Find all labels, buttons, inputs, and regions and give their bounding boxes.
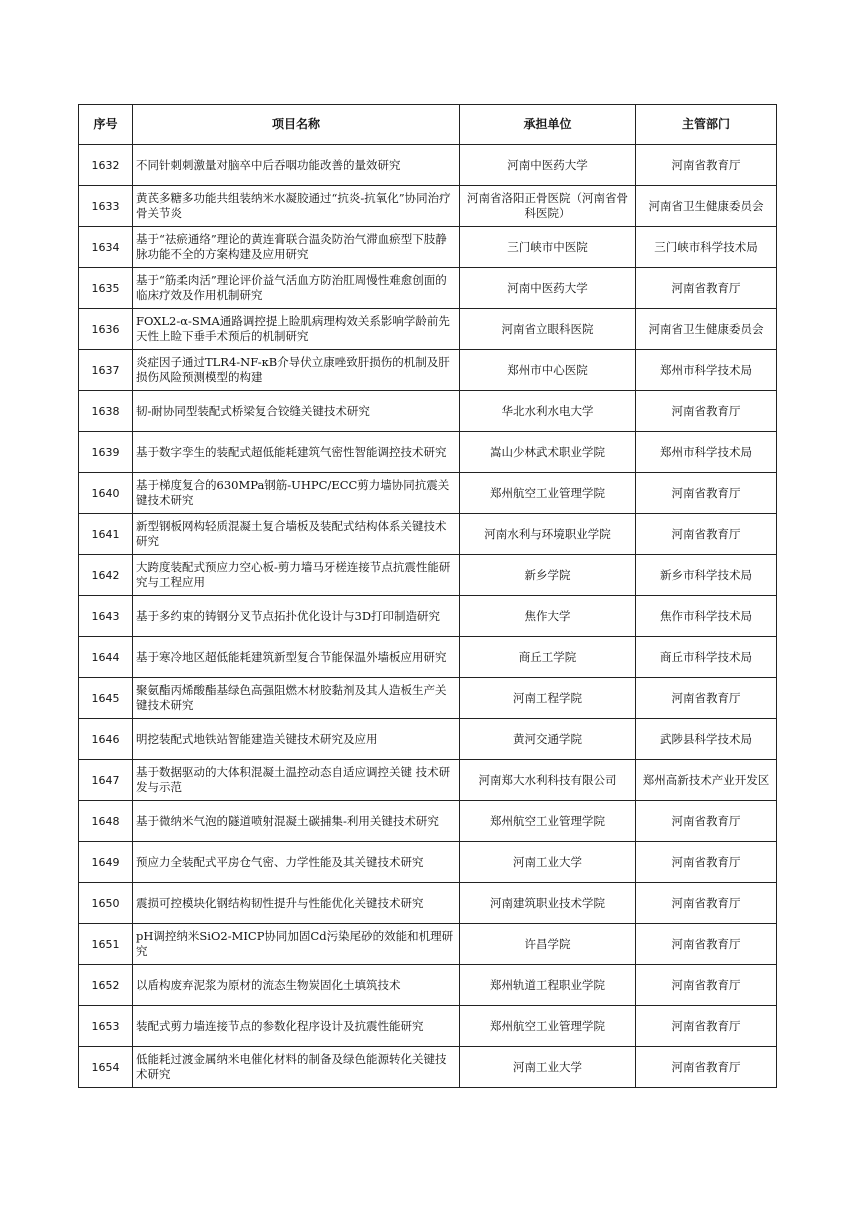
row-undertaking-unit: 商丘工学院 bbox=[460, 637, 636, 678]
row-undertaking-unit: 郑州航空工业管理学院 bbox=[460, 473, 636, 514]
table-row bbox=[79, 514, 777, 555]
project-table bbox=[78, 104, 777, 1088]
table-row bbox=[79, 473, 777, 514]
row-serial-number: 1632 bbox=[79, 145, 133, 186]
row-supervising-department: 河南省教育厅 bbox=[636, 268, 777, 309]
header-row bbox=[79, 105, 777, 145]
row-supervising-department: 郑州高新技术产业开发区 bbox=[636, 760, 777, 801]
row-undertaking-unit: 嵩山少林武术职业学院 bbox=[460, 432, 636, 473]
row-serial-number: 1633 bbox=[79, 186, 133, 227]
table-row bbox=[79, 1006, 777, 1047]
row-project-name: 震损可控模块化钢结构韧性提升与性能优化关键技术研究 bbox=[133, 883, 460, 924]
row-project-name: 基于数据驱动的大体积混凝土温控动态自适应调控关键 技术研发与示范 bbox=[133, 760, 460, 801]
table-row bbox=[79, 965, 777, 1006]
row-supervising-department: 河南省教育厅 bbox=[636, 1006, 777, 1047]
table-row bbox=[79, 186, 777, 227]
row-supervising-department: 河南省卫生健康委员会 bbox=[636, 186, 777, 227]
row-serial-number: 1651 bbox=[79, 924, 133, 965]
row-serial-number: 1646 bbox=[79, 719, 133, 760]
row-supervising-department: 河南省教育厅 bbox=[636, 145, 777, 186]
row-undertaking-unit: 郑州航空工业管理学院 bbox=[460, 1006, 636, 1047]
row-undertaking-unit: 河南建筑职业技术学院 bbox=[460, 883, 636, 924]
row-undertaking-unit: 河南中医药大学 bbox=[460, 268, 636, 309]
row-project-name: 基于数字孪生的装配式超低能耗建筑气密性智能调控技术研究 bbox=[133, 432, 460, 473]
row-project-name: 不同针刺刺激量对脑卒中后吞咽功能改善的量效研究 bbox=[133, 145, 460, 186]
row-supervising-department: 武陟县科学技术局 bbox=[636, 719, 777, 760]
table-row bbox=[79, 760, 777, 801]
project-list-sheet bbox=[78, 104, 776, 1088]
row-project-name: 大跨度装配式预应力空心板-剪力墙马牙槎连接节点抗震性能研究与工程应用 bbox=[133, 555, 460, 596]
row-project-name: 明挖装配式地铁站智能建造关键技术研究及应用 bbox=[133, 719, 460, 760]
row-project-name: 基于“祛瘀通络”理论的黄连膏联合温灸防治气滞血瘀型下肢静脉功能不全的方案构建及应用研究 bbox=[133, 227, 460, 268]
row-project-name: 炎症因子通过TLR4-NF-κB介导伏立康唑致肝损伤的机制及肝损伤风险预测模型的构建 bbox=[133, 350, 460, 391]
row-undertaking-unit: 华北水利水电大学 bbox=[460, 391, 636, 432]
row-serial-number: 1634 bbox=[79, 227, 133, 268]
row-serial-number: 1638 bbox=[79, 391, 133, 432]
row-supervising-department: 商丘市科学技术局 bbox=[636, 637, 777, 678]
row-project-name: 低能耗过渡金属纳米电催化材料的制备及绿色能源转化关键技术研究 bbox=[133, 1047, 460, 1088]
row-serial-number: 1653 bbox=[79, 1006, 133, 1047]
row-undertaking-unit: 河南省立眼科医院 bbox=[460, 309, 636, 350]
row-serial-number: 1642 bbox=[79, 555, 133, 596]
row-undertaking-unit: 河南郑大水利科技有限公司 bbox=[460, 760, 636, 801]
row-serial-number: 1635 bbox=[79, 268, 133, 309]
row-supervising-department: 河南省教育厅 bbox=[636, 801, 777, 842]
table-row bbox=[79, 637, 777, 678]
table-row bbox=[79, 801, 777, 842]
header-project-name: 项目名称 bbox=[133, 105, 460, 145]
row-undertaking-unit: 河南工业大学 bbox=[460, 842, 636, 883]
row-project-name: 基于梯度复合的630MPa钢筋-UHPC/ECC剪力墙协同抗震关键技术研究 bbox=[133, 473, 460, 514]
row-project-name: 预应力全装配式平房仓气密、力学性能及其关键技术研究 bbox=[133, 842, 460, 883]
table-row bbox=[79, 268, 777, 309]
table-row bbox=[79, 924, 777, 965]
row-undertaking-unit: 黄河交通学院 bbox=[460, 719, 636, 760]
row-project-name: 韧-耐协同型装配式桥梁复合铰缝关键技术研究 bbox=[133, 391, 460, 432]
row-supervising-department: 河南省教育厅 bbox=[636, 678, 777, 719]
row-serial-number: 1650 bbox=[79, 883, 133, 924]
table-row bbox=[79, 596, 777, 637]
row-serial-number: 1648 bbox=[79, 801, 133, 842]
table-row bbox=[79, 883, 777, 924]
row-serial-number: 1639 bbox=[79, 432, 133, 473]
header-serial-number: 序号 bbox=[79, 105, 133, 145]
row-serial-number: 1644 bbox=[79, 637, 133, 678]
row-project-name: 新型钢板网构轻质混凝土复合墙板及装配式结构体系关键技术研究 bbox=[133, 514, 460, 555]
row-project-name: 黄芪多糖多功能共组装纳米水凝胶通过“抗炎-抗氧化”协同治疗骨关节炎 bbox=[133, 186, 460, 227]
row-undertaking-unit: 河南水利与环境职业学院 bbox=[460, 514, 636, 555]
row-undertaking-unit: 许昌学院 bbox=[460, 924, 636, 965]
table-row bbox=[79, 555, 777, 596]
row-project-name: 装配式剪力墙连接节点的参数化程序设计及抗震性能研究 bbox=[133, 1006, 460, 1047]
row-undertaking-unit: 郑州市中心医院 bbox=[460, 350, 636, 391]
row-undertaking-unit: 焦作大学 bbox=[460, 596, 636, 637]
header-supervising-department: 主管部门 bbox=[636, 105, 777, 145]
row-serial-number: 1641 bbox=[79, 514, 133, 555]
row-supervising-department: 河南省教育厅 bbox=[636, 842, 777, 883]
row-undertaking-unit: 郑州航空工业管理学院 bbox=[460, 801, 636, 842]
row-project-name: 聚氨酯丙烯酸酯基绿色高强阻燃木材胶黏剂及其人造板生产关键技术研究 bbox=[133, 678, 460, 719]
row-supervising-department: 三门峡市科学技术局 bbox=[636, 227, 777, 268]
row-serial-number: 1652 bbox=[79, 965, 133, 1006]
row-project-name: 基于多约束的铸钢分叉节点拓扑优化设计与3D打印制造研究 bbox=[133, 596, 460, 637]
row-serial-number: 1643 bbox=[79, 596, 133, 637]
row-supervising-department: 河南省教育厅 bbox=[636, 965, 777, 1006]
row-undertaking-unit: 河南中医药大学 bbox=[460, 145, 636, 186]
row-supervising-department: 河南省教育厅 bbox=[636, 924, 777, 965]
row-serial-number: 1640 bbox=[79, 473, 133, 514]
table-row bbox=[79, 145, 777, 186]
table-row bbox=[79, 432, 777, 473]
row-undertaking-unit: 河南省洛阳正骨医院（河南省骨科医院） bbox=[460, 186, 636, 227]
row-supervising-department: 河南省卫生健康委员会 bbox=[636, 309, 777, 350]
row-supervising-department: 河南省教育厅 bbox=[636, 514, 777, 555]
table-row bbox=[79, 678, 777, 719]
table-body bbox=[79, 145, 777, 1088]
row-supervising-department: 郑州市科学技术局 bbox=[636, 350, 777, 391]
row-undertaking-unit: 郑州轨道工程职业学院 bbox=[460, 965, 636, 1006]
table-row bbox=[79, 842, 777, 883]
table-row bbox=[79, 227, 777, 268]
row-serial-number: 1649 bbox=[79, 842, 133, 883]
row-supervising-department: 河南省教育厅 bbox=[636, 391, 777, 432]
header-undertaking-unit: 承担单位 bbox=[460, 105, 636, 145]
table-header bbox=[79, 105, 777, 145]
row-supervising-department: 新乡市科学技术局 bbox=[636, 555, 777, 596]
row-undertaking-unit: 新乡学院 bbox=[460, 555, 636, 596]
row-undertaking-unit: 河南工业大学 bbox=[460, 1047, 636, 1088]
row-project-name: 基于微纳米气泡的隧道喷射混凝土碳捕集-利用关键技术研究 bbox=[133, 801, 460, 842]
row-serial-number: 1645 bbox=[79, 678, 133, 719]
row-project-name: 基于寒冷地区超低能耗建筑新型复合节能保温外墙板应用研究 bbox=[133, 637, 460, 678]
table-row bbox=[79, 719, 777, 760]
row-project-name: 基于“筋柔肉活”理论评价益气活血方防治肛周慢性难愈创面的临床疗效及作用机制研究 bbox=[133, 268, 460, 309]
table-row bbox=[79, 309, 777, 350]
row-supervising-department: 郑州市科学技术局 bbox=[636, 432, 777, 473]
table-row bbox=[79, 1047, 777, 1088]
row-project-name: pH调控纳米SiO2-MICP协同加固Cd污染尾砂的效能和机理研究 bbox=[133, 924, 460, 965]
table-row bbox=[79, 350, 777, 391]
row-undertaking-unit: 河南工程学院 bbox=[460, 678, 636, 719]
table-row bbox=[79, 391, 777, 432]
row-supervising-department: 河南省教育厅 bbox=[636, 473, 777, 514]
row-supervising-department: 河南省教育厅 bbox=[636, 1047, 777, 1088]
row-serial-number: 1636 bbox=[79, 309, 133, 350]
row-serial-number: 1654 bbox=[79, 1047, 133, 1088]
row-supervising-department: 河南省教育厅 bbox=[636, 883, 777, 924]
row-serial-number: 1637 bbox=[79, 350, 133, 391]
row-serial-number: 1647 bbox=[79, 760, 133, 801]
row-project-name: FOXL2-α-SMA通路调控提上睑肌病理构效关系影响学龄前先天性上睑下垂手术预后的机制研究 bbox=[133, 309, 460, 350]
row-undertaking-unit: 三门峡市中医院 bbox=[460, 227, 636, 268]
row-project-name: 以盾构废弃泥浆为原材的流态生物炭固化土填筑技术 bbox=[133, 965, 460, 1006]
row-supervising-department: 焦作市科学技术局 bbox=[636, 596, 777, 637]
